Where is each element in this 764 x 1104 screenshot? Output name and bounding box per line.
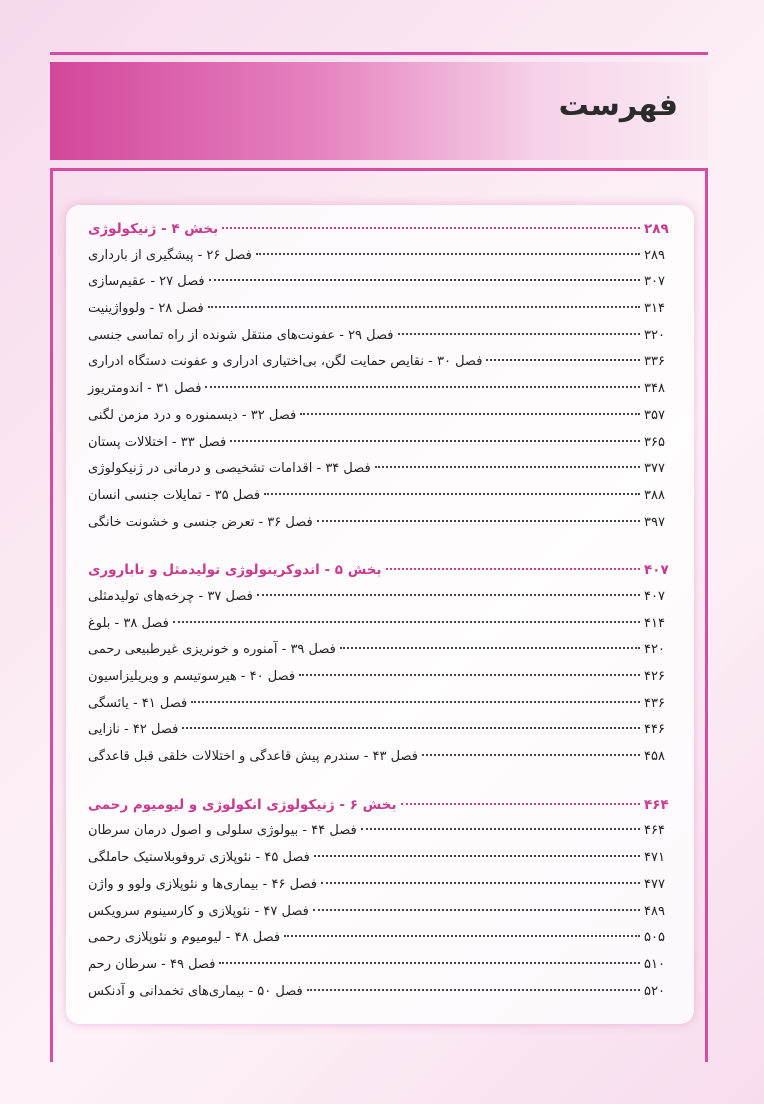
toc-chapter-entry[interactable] bbox=[88, 488, 678, 515]
toc-chapter-entry[interactable] bbox=[88, 435, 678, 462]
dot-leader bbox=[208, 306, 640, 308]
dot-leader bbox=[340, 647, 640, 649]
toc-part-heading-page-number: ۴۶۴ bbox=[644, 796, 669, 813]
toc-chapter-entry-label: فصل ۳۹ - آمنوره و خونریزی غیرطبیعی رحمی bbox=[88, 642, 336, 658]
toc-chapter-entry[interactable] bbox=[88, 642, 678, 669]
toc-chapter-entry[interactable] bbox=[88, 904, 678, 931]
toc-part-heading-page-number: ۲۸۹ bbox=[644, 221, 669, 237]
toc-section bbox=[88, 221, 678, 541]
toc-chapter-entry[interactable] bbox=[88, 589, 678, 616]
toc-chapter-entry[interactable] bbox=[88, 328, 678, 355]
toc-chapter-entry-page-number: ۴۷۷ bbox=[644, 876, 665, 892]
toc-chapter-entry-label: فصل ۴۱ - یائسگی bbox=[88, 695, 188, 711]
dot-leader bbox=[386, 568, 640, 570]
toc-list bbox=[88, 221, 678, 1010]
toc-part-heading[interactable] bbox=[88, 797, 678, 824]
toc-chapter-entry-label: فصل ۵۰ - بیماری‌های تخمدانی و آدنکس bbox=[88, 983, 303, 999]
toc-part-heading-page-number: ۴۰۷ bbox=[644, 562, 669, 579]
dot-leader bbox=[256, 253, 640, 255]
toc-chapter-entry-page-number: ۳۶۵ bbox=[644, 434, 665, 450]
toc-chapter-entry-label: فصل ۳۴ - اقدامات تشخیصی و درمانی در ژنیکولوژی bbox=[88, 461, 371, 477]
toc-chapter-entry-page-number: ۳۰۷ bbox=[644, 274, 665, 290]
toc-chapter-entry-label: فصل ۲۹ - عفونت‌های منتقل شونده از راه تماسی جنسی bbox=[88, 327, 394, 343]
toc-panel bbox=[66, 205, 694, 1024]
dot-leader bbox=[317, 520, 640, 522]
toc-chapter-entry-page-number: ۳۲۰ bbox=[644, 327, 665, 343]
toc-chapter-entry-label: فصل ۴۶ - بیماری‌ها و نئوپلازی ولوو و واژن bbox=[88, 876, 317, 892]
toc-chapter-entry-page-number: ۴۷۱ bbox=[644, 850, 665, 866]
dot-leader bbox=[313, 909, 640, 911]
toc-part-heading-label: بخش ۶ - ژنیکولوژی انکولوژی و لیومیوم رحمی bbox=[88, 796, 397, 813]
toc-chapter-entry-label: فصل ۳۰ - نقایص حمایت لگن، بی‌اختیاری ادراری و عفونت دستگاه ادراری bbox=[88, 354, 483, 370]
toc-chapter-entry-page-number: ۳۷۷ bbox=[644, 461, 665, 477]
toc-chapter-entry-label: فصل ۴۷ - نئوپلازی و کارسینوم سرویکس bbox=[88, 903, 309, 919]
toc-chapter-entry-label: فصل ۳۵ - تمایلات جنسی انسان bbox=[88, 487, 261, 503]
toc-chapter-entry[interactable] bbox=[88, 381, 678, 408]
toc-chapter-entry-page-number: ۴۵۸ bbox=[644, 749, 665, 765]
toc-chapter-entry[interactable] bbox=[88, 749, 678, 776]
dot-leader bbox=[191, 701, 640, 703]
toc-chapter-entry-page-number: ۴۲۶ bbox=[644, 669, 665, 684]
header-band bbox=[50, 62, 708, 160]
toc-chapter-entry-label: فصل ۲۸ - ولوواژینیت bbox=[88, 301, 204, 317]
toc-section bbox=[88, 562, 678, 776]
toc-chapter-entry-label: فصل ۴۵ - نئوپلازی تروفوبلاستیک حاملگی bbox=[88, 850, 310, 866]
toc-chapter-entry-page-number: ۴۰۷ bbox=[644, 588, 665, 604]
dot-leader bbox=[182, 727, 640, 729]
toc-chapter-entry-page-number: ۵۲۰ bbox=[644, 983, 665, 999]
toc-chapter-entry[interactable] bbox=[88, 850, 678, 877]
dot-leader bbox=[230, 440, 640, 442]
toc-chapter-entry-label: فصل ۴۸ - لیومیوم و نئوپلازی رحمی bbox=[88, 930, 281, 946]
toc-chapter-entry-page-number: ۳۳۶ bbox=[644, 354, 665, 370]
toc-chapter-entry-label: فصل ۴۹ - سرطان رحم bbox=[88, 956, 216, 972]
toc-chapter-entry[interactable] bbox=[88, 696, 678, 723]
toc-chapter-entry[interactable] bbox=[88, 984, 678, 1011]
toc-chapter-entry-label: فصل ۳۸ - بلوغ bbox=[88, 615, 169, 631]
dot-leader bbox=[257, 594, 640, 596]
dot-leader bbox=[361, 828, 640, 830]
dot-leader bbox=[222, 227, 640, 229]
toc-chapter-entry[interactable] bbox=[88, 301, 678, 328]
toc-chapter-entry-page-number: ۳۱۴ bbox=[644, 301, 665, 317]
dot-leader bbox=[205, 386, 640, 388]
dot-leader bbox=[401, 803, 640, 805]
toc-chapter-entry[interactable] bbox=[88, 461, 678, 488]
toc-chapter-entry-label: فصل ۲۷ - عقیم‌سازی bbox=[88, 274, 205, 290]
dot-leader bbox=[264, 493, 640, 495]
toc-chapter-entry-page-number: ۲۸۹ bbox=[644, 247, 665, 263]
toc-chapter-entry-page-number: ۵۱۰ bbox=[644, 956, 665, 972]
page-title: فهرست bbox=[558, 88, 678, 123]
toc-chapter-entry-page-number: ۳۹۷ bbox=[644, 514, 665, 530]
dot-leader bbox=[307, 989, 640, 991]
dot-leader bbox=[486, 359, 640, 361]
toc-chapter-entry-label: فصل ۳۲ - دیسمنوره و درد مزمن لگنی bbox=[88, 407, 297, 423]
toc-chapter-entry-label: فصل ۴۳ - سندرم پیش قاعدگی و اختلالات خلقی قبل قاعدگی bbox=[88, 749, 418, 765]
toc-chapter-entry-page-number: ۳۸۸ bbox=[644, 487, 665, 503]
toc-chapter-entry[interactable] bbox=[88, 408, 678, 435]
toc-chapter-entry-label: فصل ۳۷ - چرخه‌های تولیدمثلی bbox=[88, 588, 253, 604]
dot-leader bbox=[375, 466, 640, 468]
toc-part-heading[interactable] bbox=[88, 562, 678, 589]
dot-leader bbox=[284, 935, 640, 937]
toc-chapter-entry-page-number: ۵۰۵ bbox=[644, 930, 665, 946]
toc-chapter-entry-page-number: ۳۴۸ bbox=[644, 381, 665, 397]
toc-chapter-entry-page-number: ۳۵۷ bbox=[644, 407, 665, 423]
toc-part-heading[interactable] bbox=[88, 221, 678, 248]
toc-chapter-entry-page-number: ۴۲۰ bbox=[644, 642, 665, 658]
toc-chapter-entry-page-number: ۴۳۶ bbox=[644, 695, 665, 711]
toc-chapter-entry-label: فصل ۳۳ - اختلالات پستان bbox=[88, 434, 227, 450]
toc-chapter-entry[interactable] bbox=[88, 722, 678, 749]
dot-leader bbox=[219, 962, 640, 964]
toc-chapter-entry[interactable] bbox=[88, 354, 678, 381]
toc-chapter-entry-page-number: ۴۴۶ bbox=[644, 722, 665, 738]
toc-chapter-entry[interactable] bbox=[88, 515, 678, 542]
toc-chapter-entry-label: فصل ۳۱ - اندومتریوز bbox=[88, 381, 202, 397]
dot-leader bbox=[300, 413, 640, 415]
dot-leader bbox=[209, 279, 640, 281]
toc-chapter-entry-label: فصل ۴۰ - هیرسوتیسم و ویریلیزاسیون bbox=[88, 669, 296, 684]
toc-section bbox=[88, 797, 678, 1011]
dot-leader bbox=[398, 333, 640, 335]
toc-chapter-entry-page-number: ۴۱۴ bbox=[644, 615, 665, 631]
toc-part-heading-label: بخش ۴ - ژنیکولوژی bbox=[88, 221, 219, 237]
dot-leader bbox=[422, 754, 640, 756]
toc-chapter-entry[interactable] bbox=[88, 274, 678, 301]
toc-chapter-entry[interactable] bbox=[88, 248, 678, 275]
toc-chapter-entry-page-number: ۴۸۹ bbox=[644, 903, 665, 919]
toc-part-heading-label: بخش ۵ - اندوکرینولوژی تولیدمثل و ناباروری bbox=[88, 562, 382, 579]
toc-chapter-entry[interactable] bbox=[88, 669, 678, 696]
toc-chapter-entry-label: فصل ۴۴ - بیولوژی سلولی و اصول درمان سرطان bbox=[88, 823, 357, 839]
toc-chapter-entry[interactable] bbox=[88, 616, 678, 643]
dot-leader bbox=[173, 621, 640, 623]
toc-chapter-entry-label: فصل ۲۶ - پیشگیری از بارداری bbox=[88, 247, 252, 263]
toc-chapter-entry[interactable] bbox=[88, 823, 678, 850]
toc-chapter-entry-page-number: ۴۶۴ bbox=[644, 823, 665, 839]
top-rule bbox=[50, 52, 708, 55]
dot-leader bbox=[321, 882, 640, 884]
toc-chapter-entry[interactable] bbox=[88, 957, 678, 984]
toc-chapter-entry[interactable] bbox=[88, 930, 678, 957]
toc-chapter-entry-label: فصل ۴۲ - نازایی bbox=[88, 722, 179, 738]
toc-chapter-entry[interactable] bbox=[88, 877, 678, 904]
dot-leader bbox=[314, 855, 640, 857]
toc-chapter-entry-label: فصل ۳۶ - تعرض جنسی و خشونت خانگی bbox=[88, 514, 313, 530]
dot-leader bbox=[299, 674, 640, 676]
